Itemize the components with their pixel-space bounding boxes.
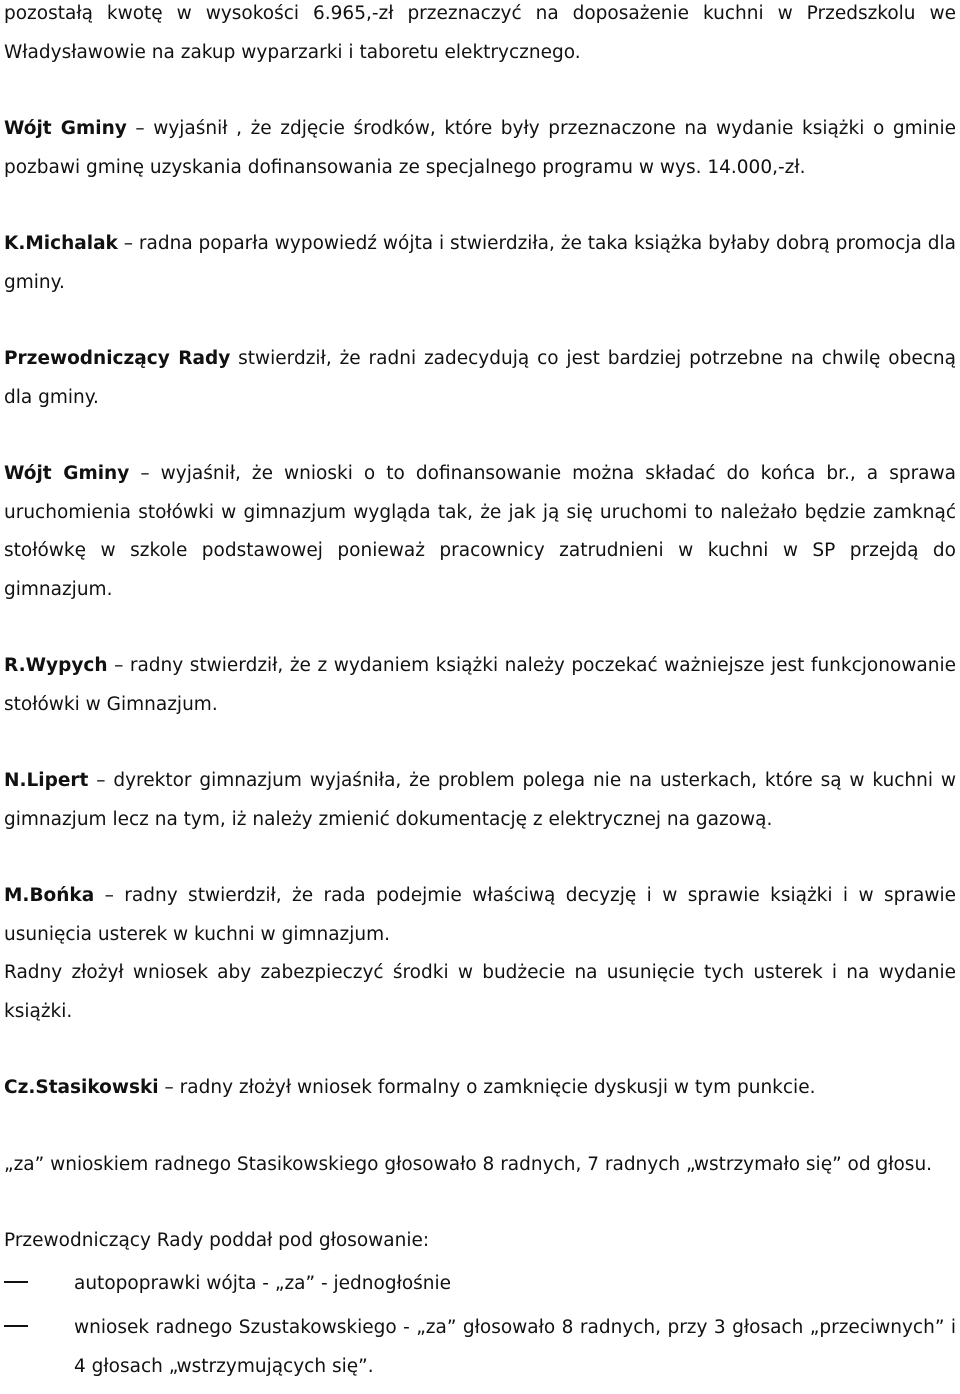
paragraph-wypych <box>4 647 956 724</box>
paragraph-stasikowski <box>4 1069 956 1108</box>
paragraph-vote-result <box>4 1146 956 1185</box>
paragraph-text: pozostałą kwotę w wysokości 6.965,-zł przeznaczyć na doposażenie kuchni w Przedszkolu we Władysławowie na zakup wyparzarki i taboretu elektrycznego. <box>4 3 956 63</box>
list-item-text: wniosek radnego Szustakowskiego - „za” głosowało 8 radnych, przy 3 głosach „przeciwnych” i 4 głosach „wstrzymujących się”. <box>74 1317 956 1377</box>
list-item-text: autopoprawki wójta - „za” - jednogłośnie <box>74 1272 452 1294</box>
paragraph-text: Przewodniczący Rady poddał pod głosowanie: <box>4 1230 430 1251</box>
paragraph-michalak <box>4 225 956 302</box>
paragraph-lipert <box>4 762 956 839</box>
list-item <box>4 1309 956 1386</box>
paragraph-bonka <box>4 877 956 954</box>
paragraph-text: – radny stwierdził, że rada podejmie właściwą decyzję i w sprawie książki i w sprawie usunięcia usterek w kuchni w gimnazjum. <box>4 885 956 945</box>
paragraph-text: – radny stwierdził, że z wydaniem książki należy poczekać ważniejsze jest funkcjonowanie stołówki w Gimnazjum. <box>4 655 956 715</box>
paragraph-text: – wyjaśnił , że zdjęcie środków, które były przeznaczone na wydanie książki o gminie pozbawi gminę uzyskania dofinansowania ze specjalnego programu w wys. 14.000,-zł. <box>4 118 956 178</box>
paragraph-wojt-book <box>4 110 956 187</box>
dash-bullet-icon <box>4 1265 74 1304</box>
paragraph-motion <box>4 954 956 1031</box>
paragraph-text: – dyrektor gimnazjum wyjaśniła, że problem polega nie na usterkach, które są w kuchni w gimnazjum lecz na tym, iż należy zmienić dokumentację z elektrycznej na gazową. <box>4 770 956 830</box>
paragraph-przewodniczacy <box>4 340 956 417</box>
paragraph-text: – radny złożył wniosek formalny o zamknięcie dyskusji w tym punkcie. <box>158 1077 816 1098</box>
speaker-name: Wójt Gminy <box>4 463 130 484</box>
speaker-name: Cz.Stasikowski <box>4 1077 159 1098</box>
paragraph-vote-intro <box>4 1222 956 1261</box>
speaker-name: Przewodniczący Rady <box>4 348 231 369</box>
dash-bullet-icon <box>4 1309 74 1348</box>
paragraph-text: – radna poparła wypowiedź wójta i stwierdziła, że taka książka byłaby dobrą promocja dla gminy. <box>4 233 956 293</box>
paragraph-text: Radny złożył wniosek aby zabezpieczyć środki w budżecie na usunięcie tych usterek i na wydanie książki. <box>4 962 956 1022</box>
speaker-name: N.Lipert <box>4 770 89 791</box>
speaker-name: R.Wypych <box>4 655 108 676</box>
paragraph-text: – wyjaśnił, że wnioski o to dofinansowanie można składać do końca br., a sprawa uruchomienia stołówki w gimnazjum wygląda tak, że jak ją się uruchomi to należało będzie zamknąć stołówkę w szkole podstawowej ponieważ pracownicy zatrudnieni w kuchni w SP przejdą do gimnazjum. <box>4 463 956 600</box>
list-item <box>4 1265 956 1304</box>
paragraph-text: stwierdził, że radni zadecydują co jest bardziej potrzebne na chwilę obecną dla gminy. <box>4 348 956 408</box>
speaker-name: Wójt Gminy <box>4 118 127 139</box>
paragraph-text: „za” wnioskiem radnego Stasikowskiego głosowało 8 radnych, 7 radnych „wstrzymało się” od głosu. <box>4 1153 933 1175</box>
paragraph-kitchen-equipment <box>4 0 956 72</box>
speaker-name: M.Bońka <box>4 885 95 906</box>
paragraph-wojt-canteen <box>4 455 956 609</box>
speaker-name: K.Michalak <box>4 233 118 254</box>
